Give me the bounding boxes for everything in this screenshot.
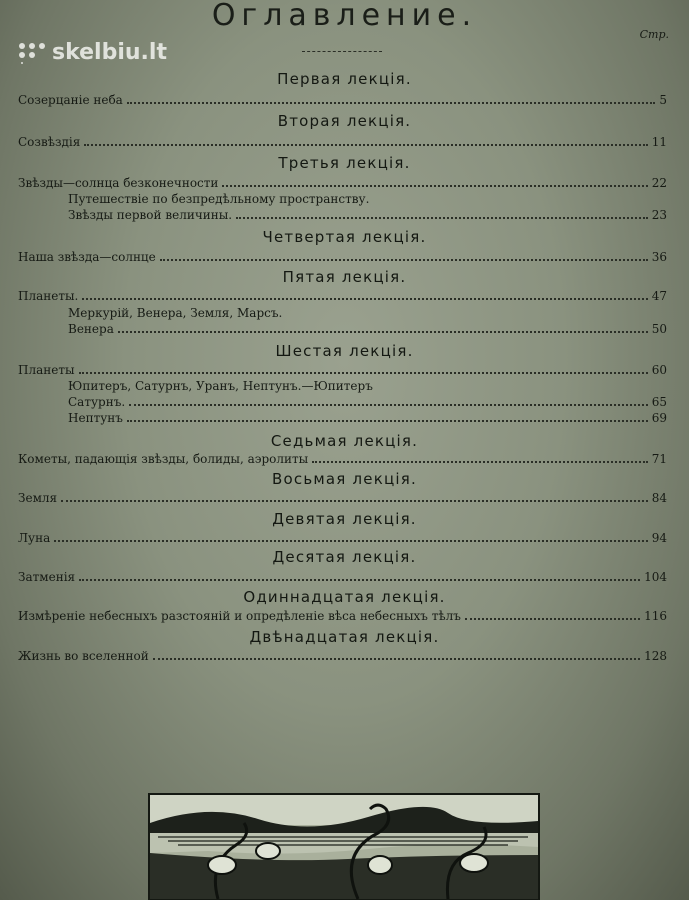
toc-entry [18, 569, 667, 585]
entry-page: 65 [651, 395, 667, 409]
dot-leader [54, 530, 647, 542]
toc-subentry [68, 207, 667, 223]
lecture-heading: Шестая лекція. [275, 342, 414, 360]
entry-title: Наша звѣзда—солнце [18, 250, 156, 264]
lecture-heading: Третья лекція. [278, 154, 411, 172]
lecture-heading: Первая лекція. [277, 70, 412, 88]
dot-leader [465, 608, 640, 620]
lecture-heading: Одиннадцатая лекція. [243, 588, 446, 606]
entry-page: 94 [651, 531, 667, 545]
toc-subentry [68, 378, 667, 394]
entry-page: 60 [651, 363, 667, 377]
dot-leader [118, 321, 648, 333]
dot-leader [222, 175, 647, 187]
entry-title: Сатурнъ. [68, 395, 126, 409]
lecture-heading: Восьмая лекція. [272, 470, 417, 488]
toc-entry [18, 648, 667, 664]
entry-title: Венера [68, 322, 114, 336]
dot-leader [79, 569, 640, 581]
dot-leader [129, 394, 648, 406]
dot-leader [236, 207, 648, 219]
lecture-heading: Седьмая лекція. [270, 432, 419, 450]
entry-title: Звѣзды—солнца безконечности [18, 176, 219, 190]
entry-title: Путешествіе по безпредѣльному пространству. [68, 192, 370, 206]
entry-title: Кометы, падающія звѣзды, болиды, аэролиты [18, 452, 309, 466]
entry-page: 5 [659, 93, 667, 107]
toc-subentry [68, 321, 667, 337]
page-title: Оглавление. [211, 0, 478, 33]
toc-entry [18, 175, 667, 191]
landscape-vignette-ornament [148, 793, 540, 900]
toc-subentry [68, 410, 667, 426]
entry-title: Планеты. [18, 289, 79, 303]
lecture-heading: Четвертая лекція. [262, 228, 427, 246]
entry-page: 104 [644, 570, 667, 584]
title-rule [302, 51, 382, 52]
entry-page: 23 [651, 208, 667, 222]
entry-title: Звѣзды первой величины. [68, 208, 233, 222]
entry-page: 11 [651, 135, 667, 149]
dot-leader [160, 249, 648, 261]
toc-entry [18, 362, 667, 378]
page-column-label: Стр. [639, 28, 669, 41]
dot-leader [61, 490, 648, 502]
entry-page: 22 [651, 176, 667, 190]
entry-title: Затменія [18, 570, 76, 584]
entry-title: Меркурій, Венера, Земля, Марсъ. [68, 306, 283, 320]
entry-title: Луна [18, 531, 51, 545]
toc-entry [18, 490, 667, 506]
lecture-heading: Девятая лекція. [272, 510, 417, 528]
dots-logo-icon [18, 42, 46, 64]
toc-entry [18, 249, 667, 265]
toc-entry [18, 451, 667, 467]
toc-subentry [68, 191, 667, 207]
entry-title: Земля [18, 491, 58, 505]
entry-page: 84 [651, 491, 667, 505]
entry-page: 69 [651, 411, 667, 425]
toc-subentry [68, 305, 667, 321]
entry-title: Нептунъ [68, 411, 123, 425]
entry-title: Юпитеръ, Сатурнъ, Уранъ, Нептунъ.—Юпитеръ [68, 379, 373, 393]
toc-entry [18, 92, 667, 108]
watermark [18, 40, 167, 65]
entry-page: 71 [651, 452, 667, 466]
dot-leader [153, 648, 640, 660]
dot-leader [127, 92, 656, 104]
entry-page: 36 [651, 250, 667, 264]
entry-title: Созвѣздія [18, 135, 81, 149]
entry-title: Созерцаніе неба [18, 93, 123, 107]
toc-entry [18, 134, 667, 150]
dot-leader [82, 288, 647, 300]
entry-page: 128 [644, 649, 667, 663]
watermark-text: skelbiu.lt [52, 40, 167, 65]
entry-page: 116 [644, 609, 667, 623]
dot-leader [127, 410, 648, 422]
toc-entry [18, 608, 667, 624]
entry-title: Жизнь во вселенной [18, 649, 149, 663]
dot-leader [84, 134, 647, 146]
entry-page: 50 [651, 322, 667, 336]
entry-title: Планеты [18, 363, 75, 377]
dot-leader [312, 451, 648, 463]
dot-leader [79, 362, 648, 374]
entry-page: 47 [651, 289, 667, 303]
entry-title: Измѣреніе небесныхъ разстояній и опредѣленіе вѣса небесныхъ тѣлъ [18, 609, 461, 623]
lecture-heading: Двѣнадцатая лекція. [249, 628, 440, 646]
lecture-heading: Вторая лекція. [277, 112, 412, 130]
lecture-heading: Десятая лекція. [272, 548, 417, 566]
lecture-heading: Пятая лекція. [282, 268, 407, 286]
toc-entry [18, 288, 667, 304]
toc-subentry [68, 394, 667, 410]
toc-entry [18, 530, 667, 546]
